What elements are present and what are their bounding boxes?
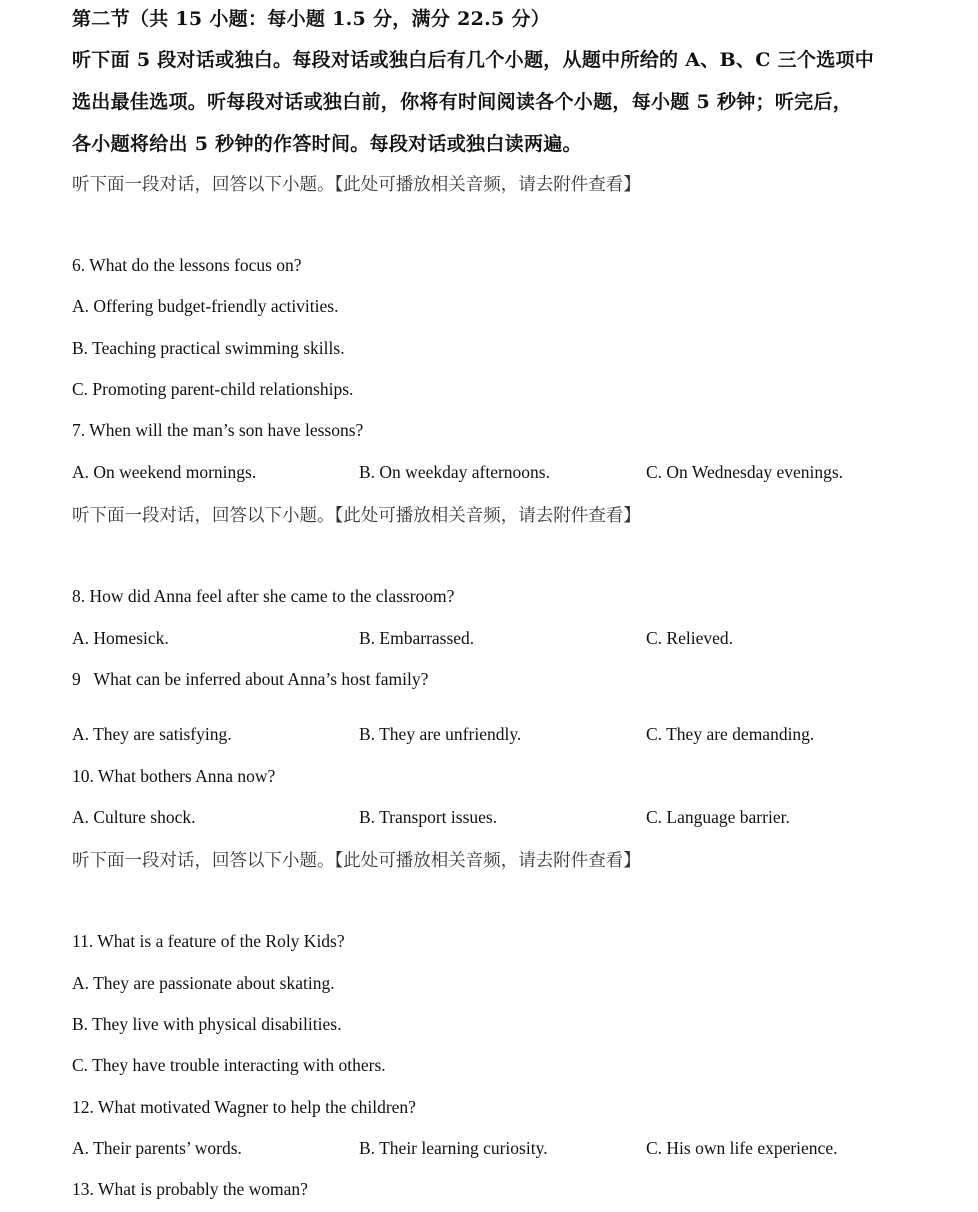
option-9b[interactable]: B. They are unfriendly.	[359, 724, 522, 744]
option-9a[interactable]: A. They are satisfying.	[72, 724, 232, 744]
option-12b[interactable]: B. Their learning curiosity.	[359, 1138, 548, 1158]
question-13: 13. What is probably the woman?	[72, 1179, 308, 1199]
option-11a[interactable]: A. They are passionate about skating.	[72, 973, 335, 993]
option-7b[interactable]: B. On weekday afternoons.	[359, 462, 550, 482]
option-10a[interactable]: A. Culture shock.	[72, 807, 196, 827]
option-6a[interactable]: A. Offering budget-friendly activities.	[72, 296, 339, 316]
option-9c[interactable]: C. They are demanding.	[646, 724, 815, 744]
question-11: 11. What is a feature of the Roly Kids?	[72, 931, 345, 951]
question-8: 8. How did Anna feel after she came to the classroom?	[72, 586, 455, 606]
option-6b[interactable]: B. Teaching practical swimming skills.	[72, 338, 345, 358]
question-12: 12. What motivated Wagner to help the children?	[72, 1097, 416, 1117]
option-12c[interactable]: C. His own life experience.	[646, 1138, 838, 1158]
option-8b[interactable]: B. Embarrassed.	[359, 628, 475, 648]
instructions-line-1: 听下面 5 段对话或独白。每段对话或独白后有几个小题，从题中所给的 A、B、C 三个选项中	[72, 49, 875, 71]
option-8c[interactable]: C. Relieved.	[646, 628, 733, 648]
option-10c[interactable]: C. Language barrier.	[646, 807, 790, 827]
instructions-line-3: 各小题将给出 5 秒钟的作答时间。每段对话或独白读两遍。	[72, 133, 582, 155]
question-7: 7. When will the man’s son have lessons?	[72, 420, 364, 440]
option-8a[interactable]: A. Homesick.	[72, 628, 169, 648]
option-11b[interactable]: B. They live with physical disabilities.	[72, 1014, 342, 1034]
question-9: 9 What can be inferred about Anna’s host family?	[72, 669, 429, 689]
option-12a[interactable]: A. Their parents’ words.	[72, 1138, 242, 1158]
audio-prompt-1[interactable]: 听下面一段对话，回答以下小题。【此处可播放相关音频，请去附件查看】	[72, 175, 641, 195]
option-10b[interactable]: B. Transport issues.	[359, 807, 498, 827]
question-10: 10. What bothers Anna now?	[72, 766, 276, 786]
section-title: 第二节（共 15 小题：每小题 1.5 分，满分 22.5 分）	[72, 8, 551, 30]
instructions-line-2: 选出最佳选项。听每段对话或独白前，你将有时间阅读各个小题，每小题 5 秒钟；听完后，	[72, 91, 853, 113]
option-6c[interactable]: C. Promoting parent-child relationships.	[72, 379, 354, 399]
option-7c[interactable]: C. On Wednesday evenings.	[646, 462, 844, 482]
audio-prompt-3[interactable]: 听下面一段对话，回答以下小题。【此处可播放相关音频，请去附件查看】	[72, 851, 641, 871]
audio-prompt-2[interactable]: 听下面一段对话，回答以下小题。【此处可播放相关音频，请去附件查看】	[72, 506, 641, 526]
option-11c[interactable]: C. They have trouble interacting with others.	[72, 1055, 386, 1075]
question-6: 6. What do the lessons focus on?	[72, 255, 302, 275]
option-7a[interactable]: A. On weekend mornings.	[72, 462, 257, 482]
